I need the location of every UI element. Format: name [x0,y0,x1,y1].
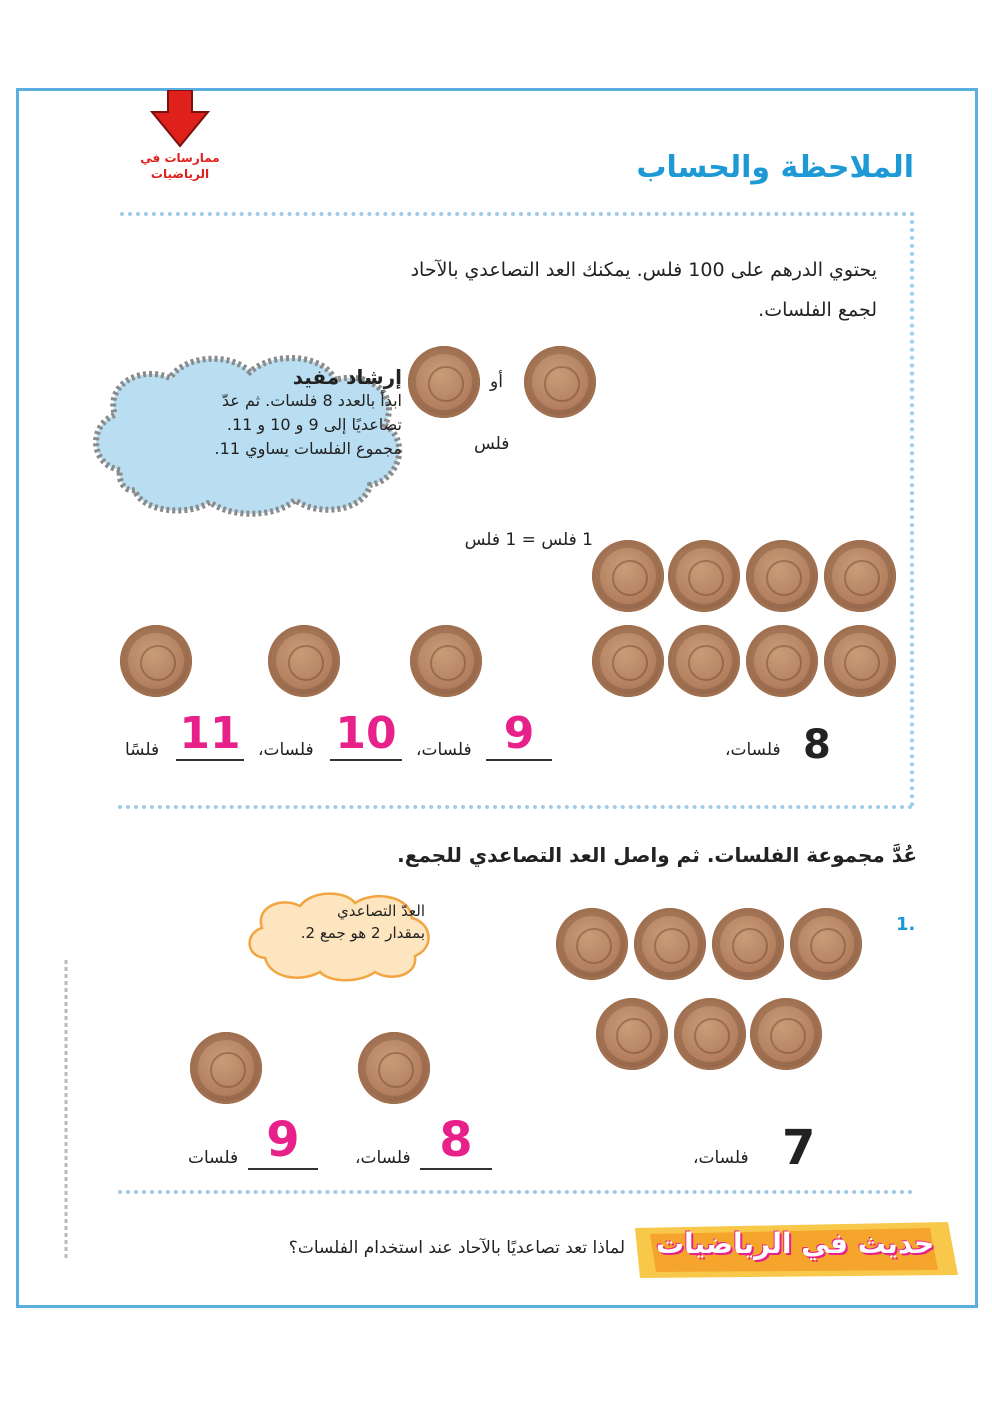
item-number: 1. [896,914,916,935]
answer-value: 11 [176,708,244,761]
coin-icon [592,540,664,612]
exercise-start-label: فلسات، [693,1148,749,1168]
answer-label: فلسات، [416,740,472,760]
answer-label: فلسات [188,1148,239,1168]
coin-icon [634,908,706,980]
down-arrow-icon [150,90,210,148]
coin-icon [408,346,480,418]
answer-label: فلسات، [355,1148,411,1168]
answer-blank [330,708,402,764]
coin-icon [824,625,896,697]
coin-icon [524,346,596,418]
coin-icon [674,998,746,1070]
coin-icon [358,1032,430,1104]
coin-icon [592,625,664,697]
coin-icon [120,625,192,697]
answer-value: 9 [248,1112,318,1170]
answer-label: فلسًا [125,740,160,760]
divider-middle [118,805,913,809]
coin-icon [596,998,668,1070]
hint-title: إرشاد مفيد [292,365,402,389]
divider-right [910,212,914,807]
practice-label [130,150,230,182]
hint-line2: تصاعديًا إلى 9 و 10 و 11. [226,415,402,434]
coin-icon [712,908,784,980]
divider-top [120,212,915,216]
divider-bottom [118,1190,913,1194]
exercise-start-number: 7 [782,1120,816,1176]
answer-value: 8 [420,1112,492,1170]
answer-blank [248,1112,318,1170]
exercise-instruction: عُدَّ مجموعة الفلسات. ثم واصل العد التصاعدي للجمع. [397,843,917,867]
coin-icon [268,625,340,697]
hint-text [112,365,402,461]
answer-blank [486,708,552,764]
coin-icon [750,998,822,1070]
coin-icon [668,540,740,612]
coin-icon [746,625,818,697]
example-start-label: فلسات، [725,740,781,760]
answer-blank [420,1112,492,1170]
example-start-number: 8 [803,722,831,768]
exercise-hint-text [240,900,425,944]
coin-icon [790,908,862,980]
intro-line1: يحتوي الدرهم على 100 فلس. يمكنك العد التصاعدي بالآحاد [410,259,877,281]
hint-line1: ابدأ بالعدد 8 فلسات. ثم عدّ [221,391,402,410]
talk-math-title: حديث في الرياضيات [655,1227,935,1260]
coin-icon [410,625,482,697]
answer-value: 10 [330,708,402,761]
practice-label-line1: ممارسات في [140,151,220,165]
side-credit-text [60,960,72,1260]
intro-text [197,250,877,330]
hint-line3: مجموع الفلسات يساوي 11. [214,439,402,458]
exercise-hint-line2: بمقدار 2 هو جمع 2. [300,924,425,942]
exercise-hint-line1: العدّ التصاعدي [336,902,425,920]
answer-blank [176,708,244,764]
coin-icon [746,540,818,612]
answer-label: فلسات، [258,740,314,760]
intro-line2: لجمع الفلسات. [758,299,877,321]
coin-icon [190,1032,262,1104]
or-label: أو [490,372,503,392]
coin-icon [556,908,628,980]
coin-label: فلس [474,434,510,454]
coin-icon [668,625,740,697]
coin-icon [824,540,896,612]
practice-label-line2: الرياضيات [150,167,210,181]
talk-math-question: لماذا تعد تصاعديًا بالآحاد عند استخدام الفلسات؟ [288,1238,625,1258]
answer-value: 9 [486,708,552,761]
coin-equation: 1 فلس = 1 فلس [464,530,593,550]
page-title: الملاحظة والحساب [636,150,914,185]
